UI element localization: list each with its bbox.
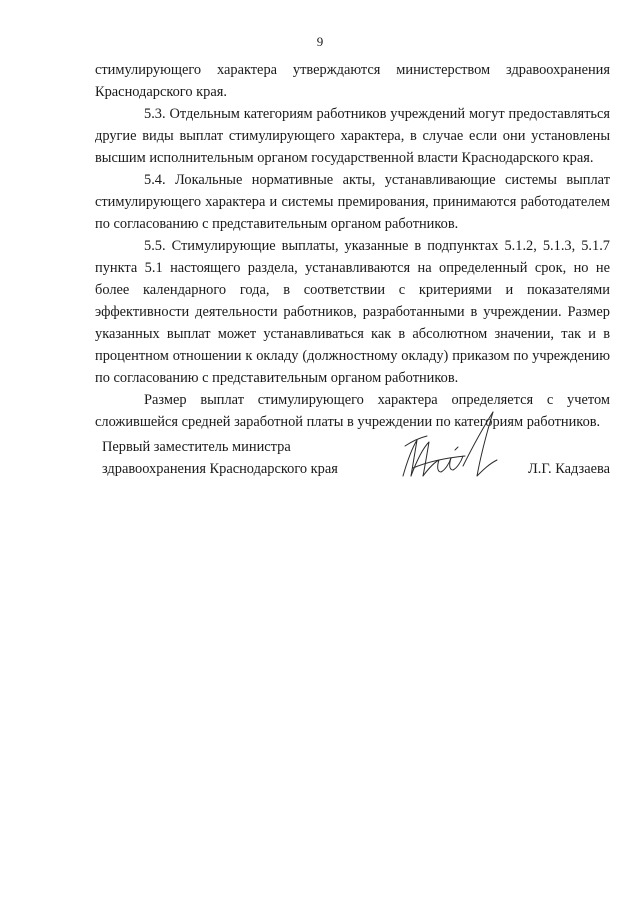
- handwritten-signature: [393, 406, 505, 488]
- paragraph-payment-size: Размер выплат стимулирующего характера определяется с учетом сложившейся средней заработной платы в учреждении по категориям работников.: [95, 392, 610, 430]
- paragraph-5-5: 5.5. Стимулирующие выплаты, указанные в подпунктах 5.1.2, 5.1.3, 5.1.7 пункта 5.1 настоящего раздела, устанавливаются на определенный срок, но не более календарного года, в соответствии с критериями и показателями эффективности деятельности работников, разработанными в учреждении. Размер указанных выплат может устанавливаться как в абсолютном значении, так и в процентном отношении к окладу (должностному окладу) приказом по учреждению по согласованию с представительным органом работников.: [95, 238, 610, 386]
- signer-title-line-1: Первый заместитель министра: [102, 439, 291, 455]
- signer-title-line-2: здравоохранения Краснодарского края: [102, 461, 338, 477]
- signer-name: Л.Г. Кадзаева: [528, 461, 610, 477]
- document-body: [95, 59, 610, 433]
- paragraph-5-4: 5.4. Локальные нормативные акты, устанавливающие системы выплат стимулирующего характера и системы премирования, принимаются работодателем по согласованию с представительным органом работников.: [95, 172, 610, 232]
- signature-block: [0, 436, 640, 496]
- paragraph-5-3: 5.3. Отдельным категориям работников учреждений могут предоставляться другие виды выплат стимулирующего характера, в случае если они установлены высшим исполнительным органом государственной власти Краснодарского края.: [95, 106, 610, 166]
- page-number: 9: [316, 34, 324, 49]
- signer-title: [102, 436, 382, 480]
- paragraph-continuation: стимулирующего характера утверждаются министерством здравоохранения Краснодарского края.: [95, 62, 610, 100]
